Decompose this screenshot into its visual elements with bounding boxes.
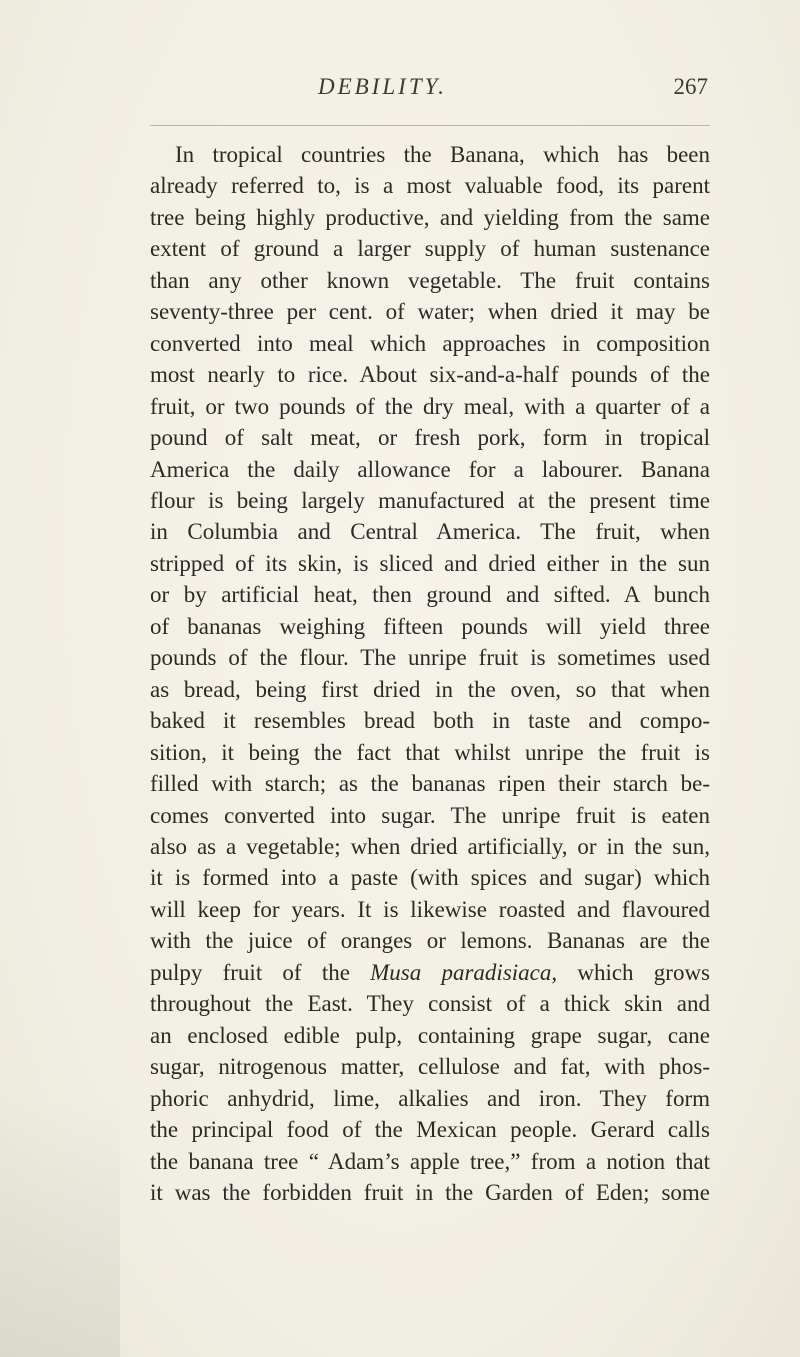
running-head: DEBILITY. xyxy=(318,74,448,99)
text-line: comes converted into sugar. The unripe fruit is eaten xyxy=(150,802,710,828)
text-line: will keep for years. It is likewise roasted and flavoured xyxy=(150,896,710,922)
text-line: In tropical countries the Banana, which has been xyxy=(175,142,710,167)
body-text xyxy=(150,139,710,1208)
text-line: phoric anhydrid, lime, alkalies and iron. They form xyxy=(150,1085,710,1111)
text-line: extent of ground a larger supply of human sustenance xyxy=(150,236,710,262)
text-line: tree being highly productive, and yielding from the same xyxy=(150,204,710,230)
text-line: the principal food of the Mexican people. Gerard calls xyxy=(150,1117,710,1143)
text-line: sition, it being the fact that whilst unripe the fruit is xyxy=(150,739,710,765)
species-name: Musa paradisiaca, xyxy=(370,959,558,985)
text-segment: pulpy fruit of the xyxy=(150,959,371,985)
text-line: pound of salt meat, or fresh pork, form in tropical xyxy=(150,425,710,451)
text-line: converted into meal which approaches in composition xyxy=(150,330,710,356)
text-line: as bread, being first dried in the oven, so that when xyxy=(150,676,710,702)
text-line: fruit, or two pounds of the dry meal, with a quarter of a xyxy=(150,393,710,419)
text-line: throughout the East. They consist of a thick skin and xyxy=(150,991,710,1017)
text-line: flour is being largely manufactured at the present time xyxy=(150,487,710,513)
text-line: stripped of its skin, is sliced and dried either in the sun xyxy=(150,550,710,576)
text-line: the banana tree “ Adam’s apple tree,” from a notion that xyxy=(150,1148,710,1174)
text-line: pounds of the flour. The unripe fruit is sometimes used xyxy=(150,645,710,671)
text-line: baked it resembles bread both in taste and compo- xyxy=(150,708,710,734)
page-number: 267 xyxy=(673,74,708,99)
text-line: sugar, nitrogenous matter, cellulose and fat, with phos- xyxy=(150,1054,710,1080)
text-line: America the daily allowance for a labourer. Banana xyxy=(150,456,710,482)
text-line: also as a vegetable; when dried artificially, or in the sun, xyxy=(150,833,710,859)
text-line: most nearly to rice. About six-and-a-half pounds of the xyxy=(150,362,710,388)
text-segment: which grows xyxy=(557,959,710,985)
text-line: it was the forbidden fruit in the Garden of Eden; some xyxy=(150,1179,710,1205)
page-stain xyxy=(0,1097,120,1357)
text-line: already referred to, is a most valuable food, its parent xyxy=(150,173,710,199)
text-line: seventy-three per cent. of water; when dried it may be xyxy=(150,299,710,325)
text-line: in Columbia and Central America. The fruit, when xyxy=(150,519,710,545)
text-line: or by artificial heat, then ground and sifted. A bunch xyxy=(150,582,710,608)
text-line: it is formed into a paste (with spices and sugar) which xyxy=(150,865,710,891)
text-line: an enclosed edible pulp, containing grape sugar, cane xyxy=(150,1022,710,1048)
text-line: of bananas weighing fifteen pounds will yield three xyxy=(150,613,710,639)
text-line: than any other known vegetable. The fruit contains xyxy=(150,267,710,293)
page-header xyxy=(148,74,708,110)
text-line-with-italic xyxy=(150,957,710,988)
header-rule xyxy=(150,125,710,126)
text-line: filled with starch; as the bananas ripen their starch be- xyxy=(150,771,710,797)
text-line: with the juice of oranges or lemons. Bananas are the xyxy=(150,928,710,954)
